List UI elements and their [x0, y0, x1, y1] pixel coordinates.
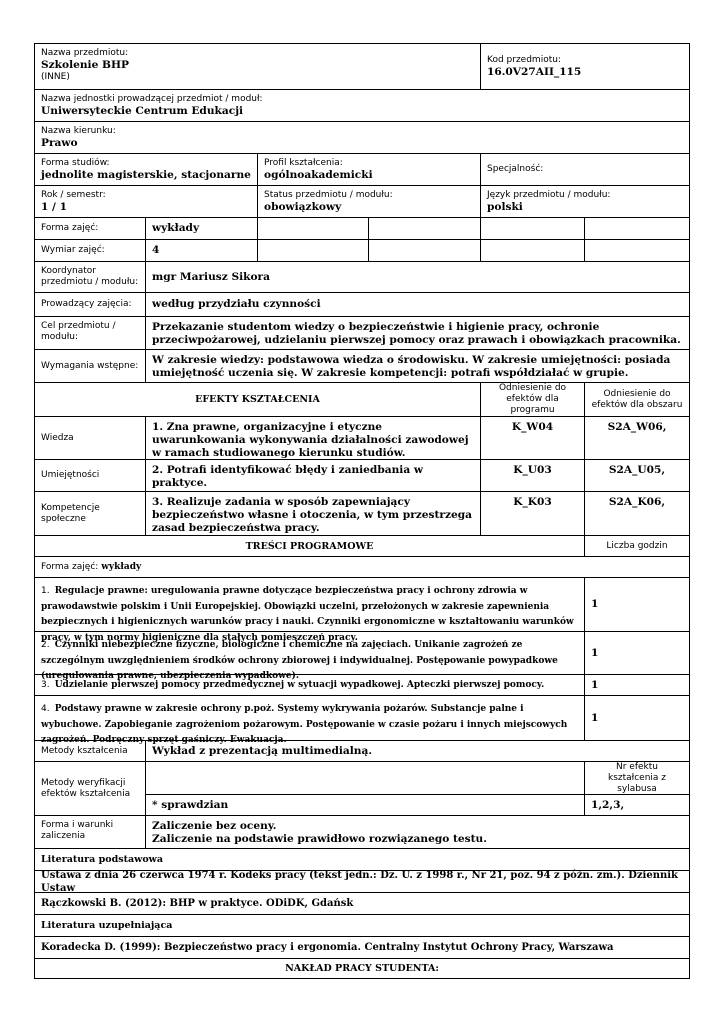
content-hours-header: Liczba godzin — [606, 540, 668, 551]
content-item-number: 2. — [41, 640, 50, 650]
content-form-cell — [35, 557, 689, 577]
field-label: Nazwa kierunku: — [41, 126, 116, 136]
status-cell — [258, 186, 481, 217]
literature-basic-header: Literatura podstawowa — [41, 854, 164, 865]
literature-extra-header: Literatura uzupełniająca — [41, 920, 173, 931]
passing-row — [34, 816, 690, 849]
content-form-label: Forma zajęć: — [41, 561, 99, 572]
language-value: polski — [487, 201, 523, 213]
methods-value: Wykład z prezentacją multimedialną. — [152, 744, 373, 757]
unit-label: Nazwa jednostki prowadzącej przedmiot / moduł: — [41, 94, 263, 104]
content-item-number: 1. — [41, 586, 50, 596]
study-form-cell — [35, 154, 258, 185]
content-item-text-cell — [35, 696, 585, 745]
outcomes-header: EFEKTY KSZTAŁCENIA — [35, 383, 481, 416]
hours-label: Wymiar zajęć: — [35, 240, 146, 261]
empty-cell — [258, 240, 369, 261]
literature-item — [34, 937, 690, 959]
year-row — [34, 186, 690, 218]
methods-row — [34, 741, 690, 762]
content-item — [34, 578, 690, 643]
verification-body — [146, 762, 689, 815]
course-code-cell — [481, 44, 689, 89]
content-item-hours: 1 — [591, 711, 599, 724]
verification-row — [34, 762, 690, 816]
hours-row — [34, 240, 690, 262]
status-value: obowiązkowy — [264, 201, 342, 213]
content-item-number: 4. — [41, 704, 50, 714]
content-item-text: Podstawy prawne w zakresie ochrony p.poż. Systemy wykrywania pożarów. Substancje palne i wybuchowe. Zapobieganie zagrożeniom pożarowym. Postępowanie w czasie pożaru i innych miejscowych zagrożeń. Podręczny sprzęt gaśniczy. Ewakuacja. — [41, 704, 568, 745]
prereq-value: W zakresie wiedzy: podstawowa wiedza o środowisku. W zakresie umiejętności: posiada umiejętność uczenia się. W zakresie kompetencji: potrafi współdziałać w grupie. — [152, 354, 671, 379]
outcome-area-ref: S2A_K06, — [608, 496, 666, 508]
passing-line-2: Zaliczenie na podstawie prawidłowo rozwiązanego testu. — [152, 833, 487, 845]
literature-extra-header-row — [34, 915, 690, 937]
empty-cell — [258, 218, 369, 239]
profile-label: Profil kształcenia: — [264, 158, 343, 168]
content-item — [34, 632, 690, 681]
outcome-program-ref: K_W04 — [481, 417, 585, 459]
goal-value: Przekazanie studentom wiedzy o bezpieczeństwie i higienie pracy, ochronie przeciwpożarowej, udzielaniu pierwszej pomocy oraz prawach i obowiązkach pracownika. — [152, 321, 681, 346]
syllabus-table — [34, 43, 690, 979]
content-form-row — [34, 557, 690, 578]
study-form-label: Forma studiów: — [41, 158, 110, 168]
outcome-text: 1. Zna prawne, organizacyjne i etyczne uwarunkowania wykonywania działalności zawodowej w ramach studiowanego kierunku studiów. — [146, 417, 481, 459]
content-item-hours: 1 — [591, 646, 599, 659]
course-code: 16.0V27AII_115 — [487, 66, 582, 78]
prereq-row — [34, 350, 690, 383]
class-form-label: Forma zajęć: — [35, 218, 146, 239]
literature-item-text: Rączkowski B. (2012): BHP w praktyce. ODiDK, Gdańsk — [41, 898, 354, 909]
year-cell — [35, 186, 258, 217]
status-label: Status przedmiotu / modułu: — [264, 190, 393, 200]
content-item — [34, 675, 690, 696]
language-cell — [481, 186, 689, 217]
unit-cell — [35, 90, 689, 121]
workload-header-row — [34, 959, 690, 979]
outcome-area-ref: S2A_U05, — [608, 464, 666, 476]
verification-effects: 1,2,3, — [591, 799, 625, 811]
content-form-value: wykłady — [101, 561, 142, 572]
content-item-text-cell — [35, 675, 585, 695]
specialization-label: Specjalność: — [487, 164, 544, 174]
passing-line-1: Zaliczenie bez oceny. — [152, 820, 277, 832]
empty-cell — [146, 762, 585, 794]
outcome-program-ref: K_K03 — [481, 492, 585, 535]
outcomes-header-row — [34, 383, 690, 417]
outcome-category: Wiedza — [35, 417, 146, 459]
language-label: Język przedmiotu / modułu: — [487, 190, 611, 200]
passing-label: Forma i warunki zaliczenia — [35, 816, 146, 848]
outcome-program-ref: K_U03 — [481, 460, 585, 491]
content-item-text: Czynniki niebezpieczne fizyczne, biologiczne i chemiczne na zajęciach. Unikanie zagrożeń ze szczególnym uwzględnieniem środków ochrony zbiorowej i indywidualnej. Postępowanie powypadkowe (uregulowania prawne, ubezpieczenia wypadkowe). — [41, 640, 558, 681]
year-value: 1 / 1 — [41, 201, 67, 213]
class-form-row — [34, 218, 690, 240]
outcome-row — [34, 492, 690, 536]
literature-item-text: Ustawa z dnia 26 czerwca 1974 r. Kodeks pracy (tekst jedn.: Dz. U. z 1998 r., Nr 21, poz. 94 z późn. zm.). Dziennik Ustaw — [41, 869, 678, 894]
outcome-area-ref: S2A_W06, — [607, 421, 667, 433]
content-item-text-cell — [35, 632, 585, 681]
unit-row — [34, 90, 690, 122]
outcomes-program-header: Odniesienie do efektów dla programu — [481, 383, 585, 416]
coordinator-label: Koordynator przedmiotu / modułu: — [35, 262, 146, 292]
content-header: TREŚCI PROGRAMOWE — [35, 536, 585, 556]
content-item-text: Udzielanie pierwszej pomocy przedmedycznej w sytuacji wypadkowej. Apteczki pierwszej pomocy. — [54, 679, 545, 690]
outcome-row — [34, 460, 690, 492]
content-item-text: Regulacje prawne: uregulowania prawne dotyczące bezpieczeństwa pracy i ochrony zdrowia w prawodawstwie polskim i Unii Europejskiej. Obowiązki uczelni, przełożonych w zakresie zapewnienia bezpiecznych i higienicznych warunków pracy i nauki. Czynniki ergonomiczne w kształtowaniu warunków pracy, w tym normy higieniczne dla stałych pomieszczeń pracy. — [41, 586, 574, 643]
content-item-text-cell — [35, 578, 585, 643]
outcome-row — [34, 417, 690, 460]
course-code-label: Kod przedmiotu: — [487, 55, 561, 65]
hours-value: 4 — [146, 240, 258, 261]
study-row — [34, 154, 690, 186]
verification-effects-header: Nr efektu kształcenia z sylabusa — [607, 761, 667, 794]
content-item — [34, 696, 690, 745]
field-cell — [35, 122, 689, 153]
passing-value — [146, 816, 689, 848]
content-item-hours: 1 — [591, 598, 599, 610]
literature-item — [34, 893, 690, 915]
field-value: Prawo — [41, 137, 78, 149]
course-type: (INNE) — [41, 72, 70, 82]
outcome-text: 2. Potrafi identyfikować błędy i zaniedbania w praktyce. — [146, 460, 481, 491]
literature-item — [34, 871, 690, 893]
specialization-cell — [481, 154, 689, 185]
content-header-row — [34, 536, 690, 557]
course-name-label: Nazwa przedmiotu: — [41, 48, 129, 58]
teacher-label: Prowadzący zajęcia: — [35, 293, 146, 316]
literature-item-text: Koradecka D. (1999): Bezpieczeństwo pracy i ergonomia. Centralny Instytut Ochrony Pracy, Warszawa — [41, 942, 614, 953]
course-row — [34, 43, 690, 90]
empty-cell — [481, 218, 585, 239]
study-form: jednolite magisterskie, stacjonarne — [41, 169, 251, 181]
coordinator-value: mgr Mariusz Sikora — [152, 270, 270, 283]
unit-value: Uniwersyteckie Centrum Edukacji — [41, 105, 244, 117]
verification-method-row — [146, 795, 689, 816]
verification-label: Metody weryfikacji efektów kształcenia — [35, 762, 146, 815]
outcome-text: 3. Realizuje zadania w sposób zapewniający bezpieczeństwo własne i otoczenia, w tym przestrzega zasad bezpieczeństwa pracy. — [146, 492, 481, 535]
empty-cell — [481, 240, 585, 261]
content-item-hours: 1 — [591, 678, 599, 691]
year-label: Rok / semestr: — [41, 190, 106, 200]
outcome-category: Kompetencje społeczne — [35, 492, 146, 535]
goal-row — [34, 317, 690, 350]
empty-cell — [585, 240, 689, 261]
content-item-number: 3. — [41, 679, 50, 690]
teacher-value: według przydziału czynności — [152, 298, 321, 310]
workload-header: NAKŁAD PRACY STUDENTA: — [285, 963, 439, 974]
verification-header-row — [146, 762, 689, 795]
profile-value: ogólnoakademicki — [264, 169, 373, 181]
outcome-category: Umiejętności — [35, 460, 146, 491]
class-form-value: wykłady — [146, 218, 258, 239]
goal-label: Cel przedmiotu / modułu: — [35, 317, 146, 349]
verification-method: * sprawdzian — [146, 795, 585, 816]
field-row — [34, 122, 690, 154]
course-name: Szkolenie BHP — [41, 59, 129, 71]
empty-cell — [369, 218, 481, 239]
outcomes-area-header: Odniesienie do efektów dla obszaru — [591, 388, 683, 410]
prereq-label: Wymagania wstępne: — [35, 350, 146, 382]
empty-cell — [585, 218, 689, 239]
empty-cell — [369, 240, 481, 261]
teacher-row — [34, 293, 690, 317]
coordinator-row — [34, 262, 690, 293]
course-name-cell — [35, 44, 481, 89]
profile-cell — [258, 154, 481, 185]
methods-label: Metody kształcenia — [35, 741, 146, 761]
